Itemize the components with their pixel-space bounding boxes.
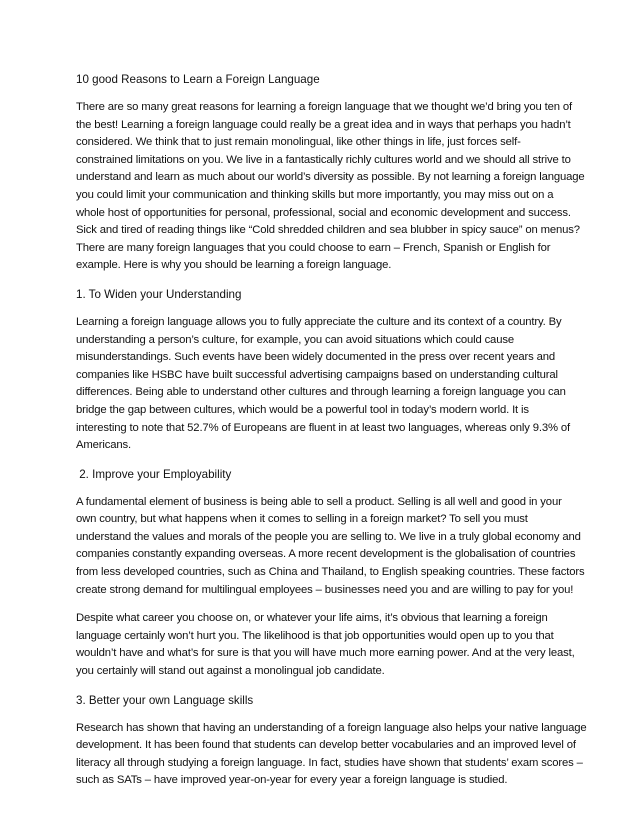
intro-paragraph [76, 99, 585, 275]
text-line: understand and learn as much about our world’s diversity as possible. By not learning a foreign language [76, 171, 585, 184]
text-line: companies constantly expanding overseas. A more recent development is the globalisation of countries [76, 548, 576, 561]
text-line: Despite what career you choose on, or whatever your life aims, it’s obvious that learning a foreign [76, 612, 548, 625]
section-paragraph-employability-2 [76, 610, 575, 680]
text-line: create strong demand for multilingual employees – businesses need you and are willing to pay for you! [76, 583, 574, 596]
text-line: Sick and tired of reading things like “Cold shredded children and sea blubber in spicy sauce” on menus? [76, 224, 580, 237]
text-line: wouldn’t have and what’s for sure is that you will have much more earning power. And at the very least, [76, 647, 575, 660]
text-line: language certainly won’t hurt you. The likelihood is that job opportunities would open up to you that [76, 629, 554, 642]
document-title: 10 good Reasons to Learn a Foreign Language [76, 73, 320, 86]
section-paragraph-employability-1 [76, 494, 585, 600]
section-heading-language-skills: 3. Better your own Language skills [76, 693, 254, 707]
text-line: companies like HSBC have built successful advertising campaigns based on understanding cultural [76, 368, 558, 381]
text-line: whole host of opportunities for personal, professional, social and economic development and success. [76, 206, 571, 219]
text-line: bridge the gap between cultures, which would be a powerful tool in today’s modern world. It is [76, 403, 529, 416]
text-line: interesting to note that 52.7% of Europeans are fluent in at least two languages, whereas only 9.3% of [76, 421, 571, 434]
text-line: differences. Being able to understand other cultures and through learning a foreign language you can [76, 386, 566, 399]
text-line: the best! Learning a foreign language could really be a great idea and in ways that perhaps you hadn’t [76, 118, 571, 131]
text-line: understanding a person’s culture, for example, you can avoid situations which could cause [76, 333, 514, 346]
text-line: literacy all through studying a foreign language. In fact, studies have shown that students’ exam scores – [76, 756, 583, 769]
text-line: There are so many great reasons for learning a foreign language that we thought we’d bring you ten of [76, 101, 573, 113]
text-line: example. Here is why you should be learning a foreign language. [76, 259, 392, 272]
section-heading-employability: 2. Improve your Employability [76, 467, 232, 481]
text-line: Learning a foreign language allows you to fully appreciate the culture and its context of a country. By [76, 315, 562, 328]
text-line: understand the values and morals of the people you are selling to. We live in a truly global economy and [76, 530, 581, 543]
section-paragraph-language-skills [76, 720, 587, 790]
text-line: Research has shown that having an understanding of a foreign language also helps your native language [76, 721, 587, 734]
text-line: misunderstandings. Such events have been widely documented in the press over recent years and [76, 351, 556, 364]
text-line: constrained limitations on you. We live in a fantastically richly cultures world and we should all strive to [76, 153, 571, 166]
text-line: considered. We think that to just remain monolingual, like other things in life, just forces self- [76, 136, 521, 149]
text-line: own country, but what happens when it comes to selling in a foreign market? To sell you must [76, 513, 528, 526]
text-line: Americans. [76, 439, 132, 452]
text-line: you certainly will stand out against a monolingual job candidate. [76, 665, 385, 678]
text-line: development. It has been found that students can develop better vocabularies and an improved level of [76, 739, 576, 752]
text-line: A fundamental element of business is being able to sell a product. Selling is all well and good in your [76, 495, 562, 508]
document-page [76, 71, 587, 801]
section-heading-understanding: 1. To Widen your Understanding [76, 287, 242, 301]
text-line: you could limit your communication and thinking skills but more importantly, you may miss out on a [76, 188, 554, 201]
text-line: such as SATs – have improved year-on-year for every year a foreign language is studied. [76, 774, 508, 787]
text-line: There are many foreign languages that you could choose to earn – French, Spanish or English for [76, 241, 551, 254]
section-paragraph-understanding [76, 314, 571, 455]
text-line: from less developed countries, such as China and Thailand, to English speaking countries. These factors [76, 566, 585, 579]
